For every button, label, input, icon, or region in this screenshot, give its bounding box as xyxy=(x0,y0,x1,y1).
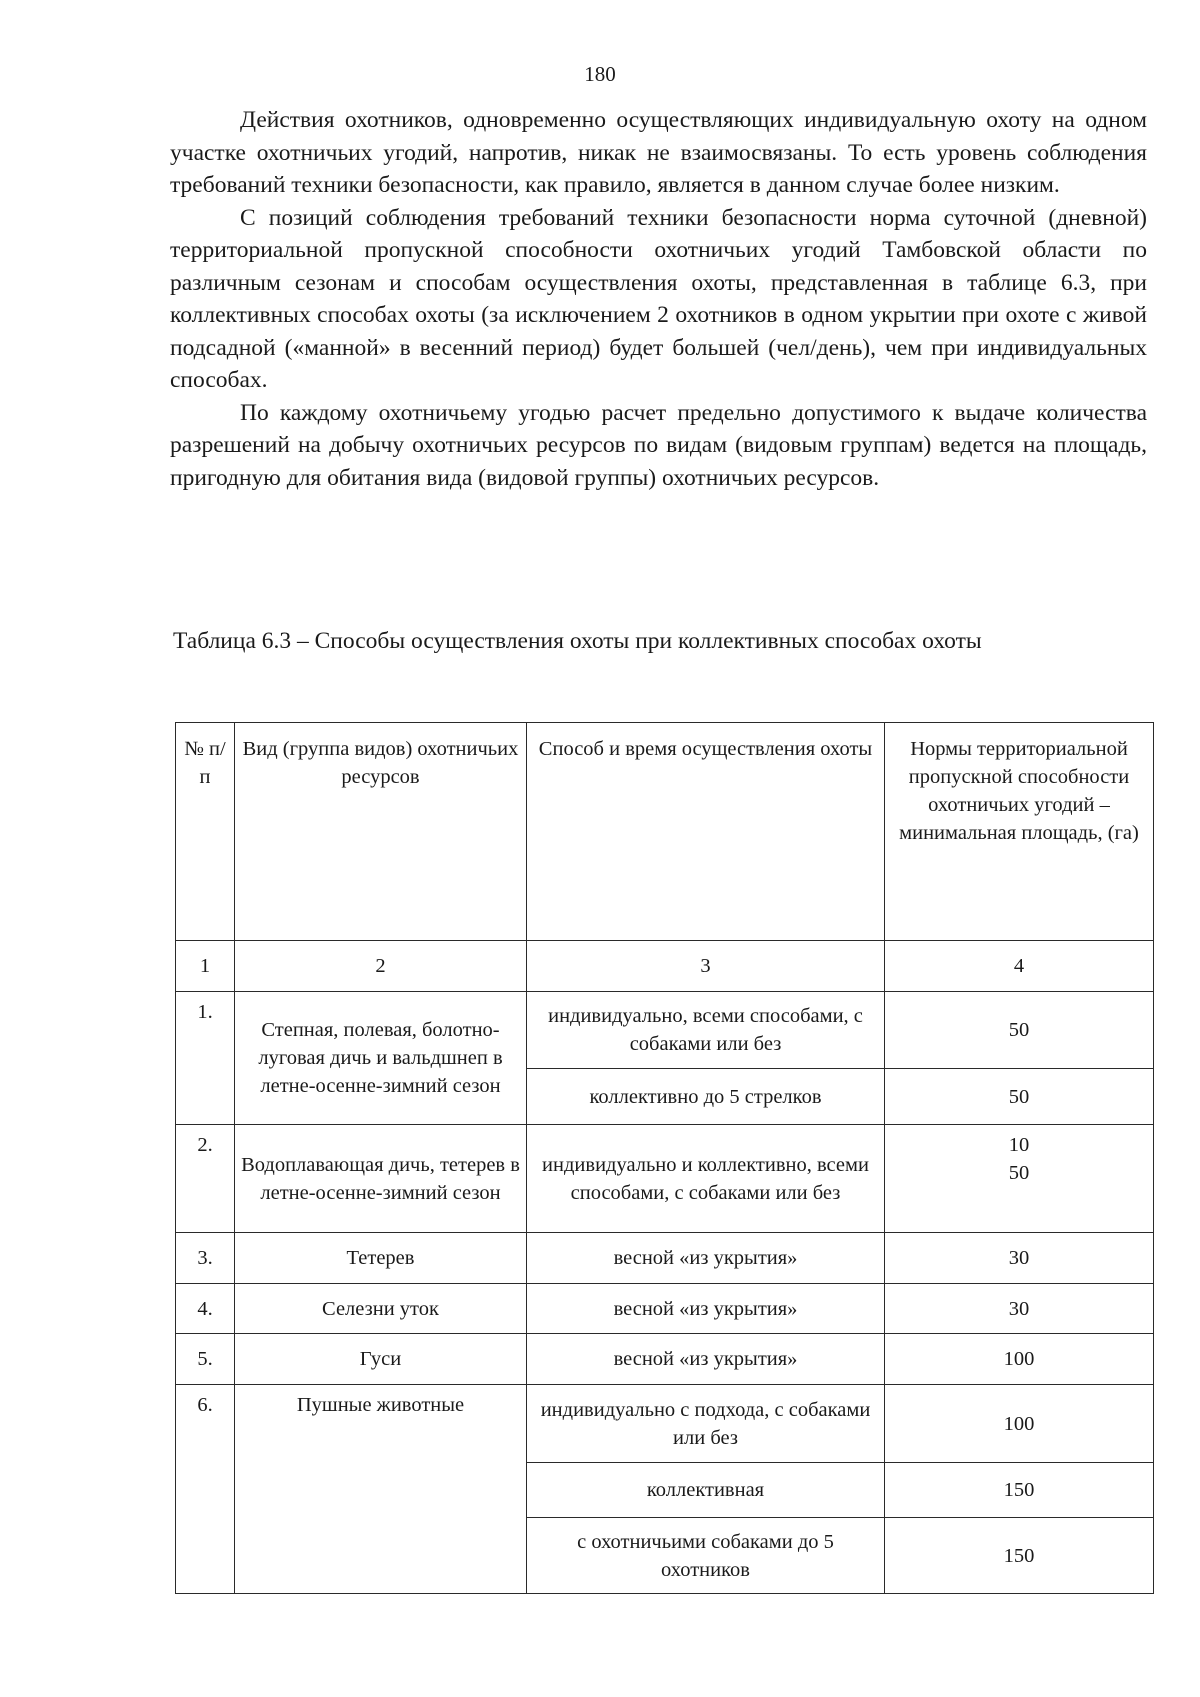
row-method: индивидуально с подхода, с собаками или без xyxy=(527,1385,885,1463)
column-number: 3 xyxy=(527,941,885,992)
header-species: Вид (группа видов) охотничьих ресурсов xyxy=(235,723,527,941)
header-method: Способ и время осуществления охоты xyxy=(527,723,885,941)
table-caption: Таблица 6.3 – Способы осуществления охоты при коллективных способах охоты xyxy=(173,628,982,654)
row-norm-value: 50 xyxy=(1008,1162,1030,1184)
table-row xyxy=(176,1385,1154,1463)
table-row xyxy=(176,1233,1154,1284)
table-row xyxy=(176,1334,1154,1385)
table-row xyxy=(176,1125,1154,1233)
row-num: 1. xyxy=(176,992,235,1125)
body-text xyxy=(170,104,1147,494)
header-num: № п/п xyxy=(176,723,235,941)
table-header-row xyxy=(176,723,1154,941)
paragraph: По каждому охотничьему угодью расчет предельно допустимого к выдаче количества разрешений на добычу охотничьих ресурсов по видам (видовым группам) ведется на площадь, пригодную для обитания вида (видовой группы) охотничьих ресурсов. xyxy=(170,399,1147,491)
row-norm xyxy=(885,1125,1154,1233)
row-num: 2. xyxy=(176,1125,235,1233)
row-method: индивидуально и коллективно, всеми способами, с собаками или без xyxy=(527,1125,885,1233)
row-species: Тетерев xyxy=(235,1233,527,1284)
row-norm-value: 10 xyxy=(1008,1134,1030,1156)
row-num: 5. xyxy=(176,1334,235,1385)
row-num: 6. xyxy=(176,1385,235,1594)
row-species: Пушные животные xyxy=(235,1385,527,1594)
row-species: Гуси xyxy=(235,1334,527,1385)
row-norm: 150 xyxy=(885,1518,1154,1594)
paragraph: Действия охотников, одновременно осуществляющих индивидуальную охоту на одном участке охотничьих угодий, напротив, никак не взаимосвязаны. То есть уровень соблюдения требований техники безопасности, как правило, является в данном случае более низким. xyxy=(170,107,1147,198)
paragraph: С позиций соблюдения требований техники безопасности норма суточной (дневной) территориальной пропускной способности охотничьих угодий Тамбовской области по различным сезонам и способам осуществления охоты, представленная в таблице 6.3, при коллективных способах охоты (за исключением 2 охотников в одном укрытии при охоте с живой подсадной («манной» в весенний период) будет большей (чел/день), чем при индивидуальных способах. xyxy=(170,204,1147,393)
row-norm: 30 xyxy=(885,1284,1154,1334)
row-norm: 150 xyxy=(885,1463,1154,1518)
row-method: весной «из укрытия» xyxy=(527,1233,885,1284)
table-row xyxy=(176,1284,1154,1334)
row-method: коллективно до 5 стрелков xyxy=(527,1069,885,1125)
column-number-row xyxy=(176,941,1154,992)
row-norm: 50 xyxy=(885,1069,1154,1125)
row-species: Степная, полевая, болотно-луговая дичь и вальдшнеп в летне-осенне-зимний сезон xyxy=(235,992,527,1125)
row-norm: 100 xyxy=(885,1334,1154,1385)
row-method: коллективная xyxy=(527,1463,885,1518)
row-method: весной «из укрытия» xyxy=(527,1334,885,1385)
row-norm: 50 xyxy=(885,992,1154,1069)
row-num: 3. xyxy=(176,1233,235,1284)
page-number: 180 xyxy=(584,62,616,86)
header-norm: Нормы территориальной пропускной способности охотничьих угодий – минимальная площадь, (га) xyxy=(885,723,1154,941)
row-norm: 30 xyxy=(885,1233,1154,1284)
table-row xyxy=(176,992,1154,1069)
row-method: весной «из укрытия» xyxy=(527,1284,885,1334)
row-norm: 100 xyxy=(885,1385,1154,1463)
row-species: Водоплавающая дичь, тетерев в летне-осенне-зимний сезон xyxy=(235,1125,527,1233)
row-method: индивидуально, всеми способами, с собаками или без xyxy=(527,992,885,1069)
column-number: 4 xyxy=(885,941,1154,992)
row-num: 4. xyxy=(176,1284,235,1334)
row-species: Селезни уток xyxy=(235,1284,527,1334)
row-method: с охотничьими собаками до 5 охотников xyxy=(527,1518,885,1594)
hunting-norms-table xyxy=(175,722,1154,1594)
column-number: 2 xyxy=(235,941,527,992)
column-number: 1 xyxy=(176,941,235,992)
